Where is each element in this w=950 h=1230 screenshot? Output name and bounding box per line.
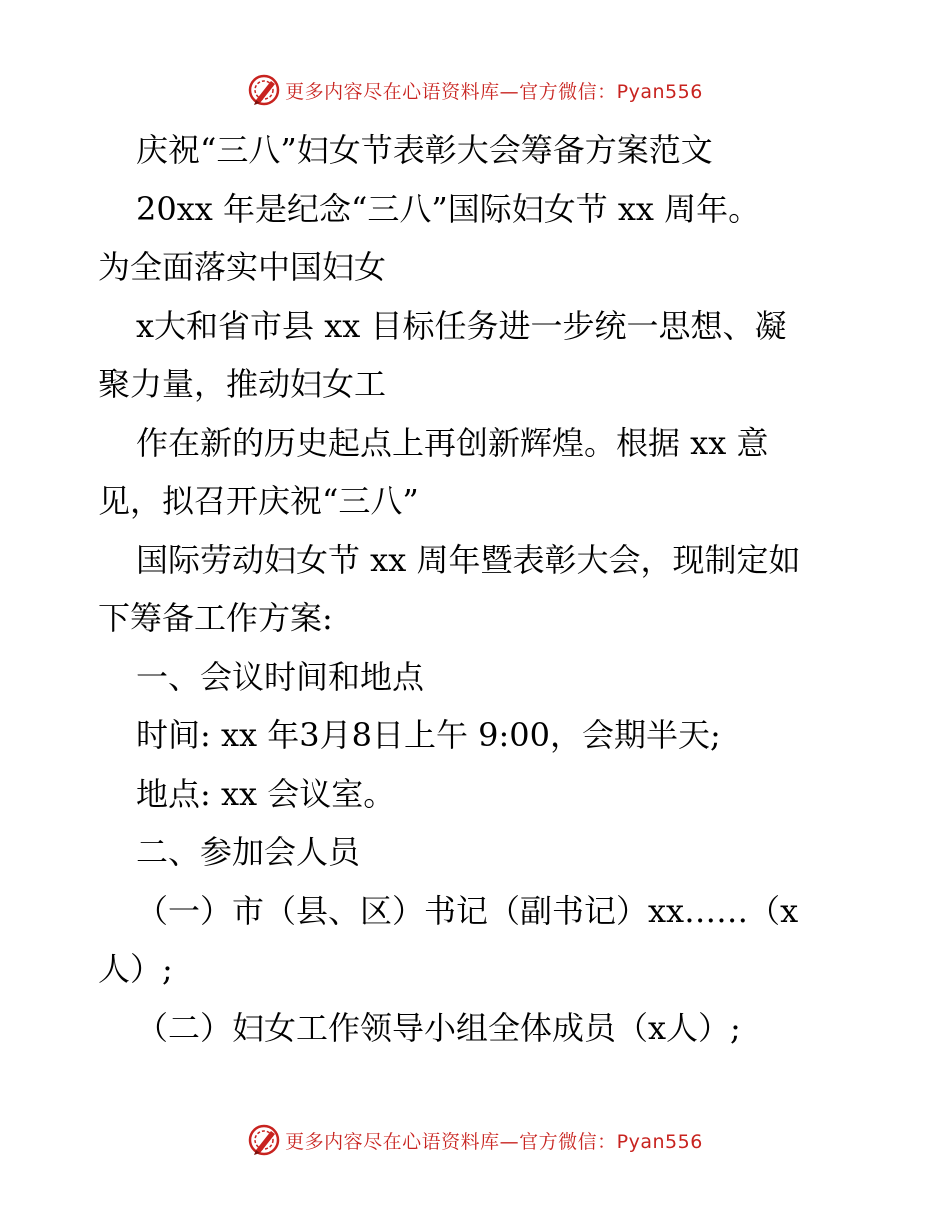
footer-banner (0, 1120, 950, 1160)
paragraph-line: 为全面落实中国妇女 (98, 248, 387, 286)
meeting-location: 地点: xx 会议室。 (136, 774, 396, 813)
header-banner (0, 70, 950, 110)
paragraph-line: 下筹备工作方案: (98, 599, 333, 637)
list-item-continuation: 人）; (98, 950, 173, 988)
footer-wechat-id: Pyan556 (616, 1130, 703, 1153)
document-body (98, 121, 858, 1057)
red-pen-logo-icon (247, 73, 281, 107)
paragraph-line: 作在新的历史起点上再创新辉煌。根据 xx 意 (136, 423, 769, 462)
red-pen-logo-icon (247, 1123, 281, 1157)
header-banner-text: 更多内容尽在心语资料库—官方微信：Pyan556 (285, 80, 703, 103)
list-item: （一）市（县、区）书记（副书记）xx……（x (136, 891, 799, 930)
paragraph-line: 20xx 年是纪念“三八”国际妇女节 xx 周年。 (136, 189, 761, 228)
section-heading: 二、参加会人员 (136, 833, 361, 871)
meeting-time: 时间: xx 年3月8日上午 9:00，会期半天; (136, 716, 721, 754)
section-heading: 一、会议时间和地点 (136, 657, 425, 696)
paragraph-line: 国际劳动妇女节 xx 周年暨表彰大会，现制定如 (136, 540, 801, 579)
list-item: （二）妇女工作领导小组全体成员（x人）; (136, 1008, 741, 1047)
document-title: 庆祝“三八”妇女节表彰大会筹备方案范文 (136, 131, 713, 169)
footer-banner-text: 更多内容尽在心语资料库—官方微信：Pyan556 (285, 1130, 703, 1153)
paragraph-line: 聚力量，推动妇女工 (98, 365, 387, 403)
header-wechat-id: Pyan556 (616, 80, 703, 103)
paragraph-line: 见，拟召开庆祝“三八” (98, 482, 419, 520)
paragraph-line: x大和省市县 xx 目标任务进一步统一思想、凝 (136, 306, 787, 345)
